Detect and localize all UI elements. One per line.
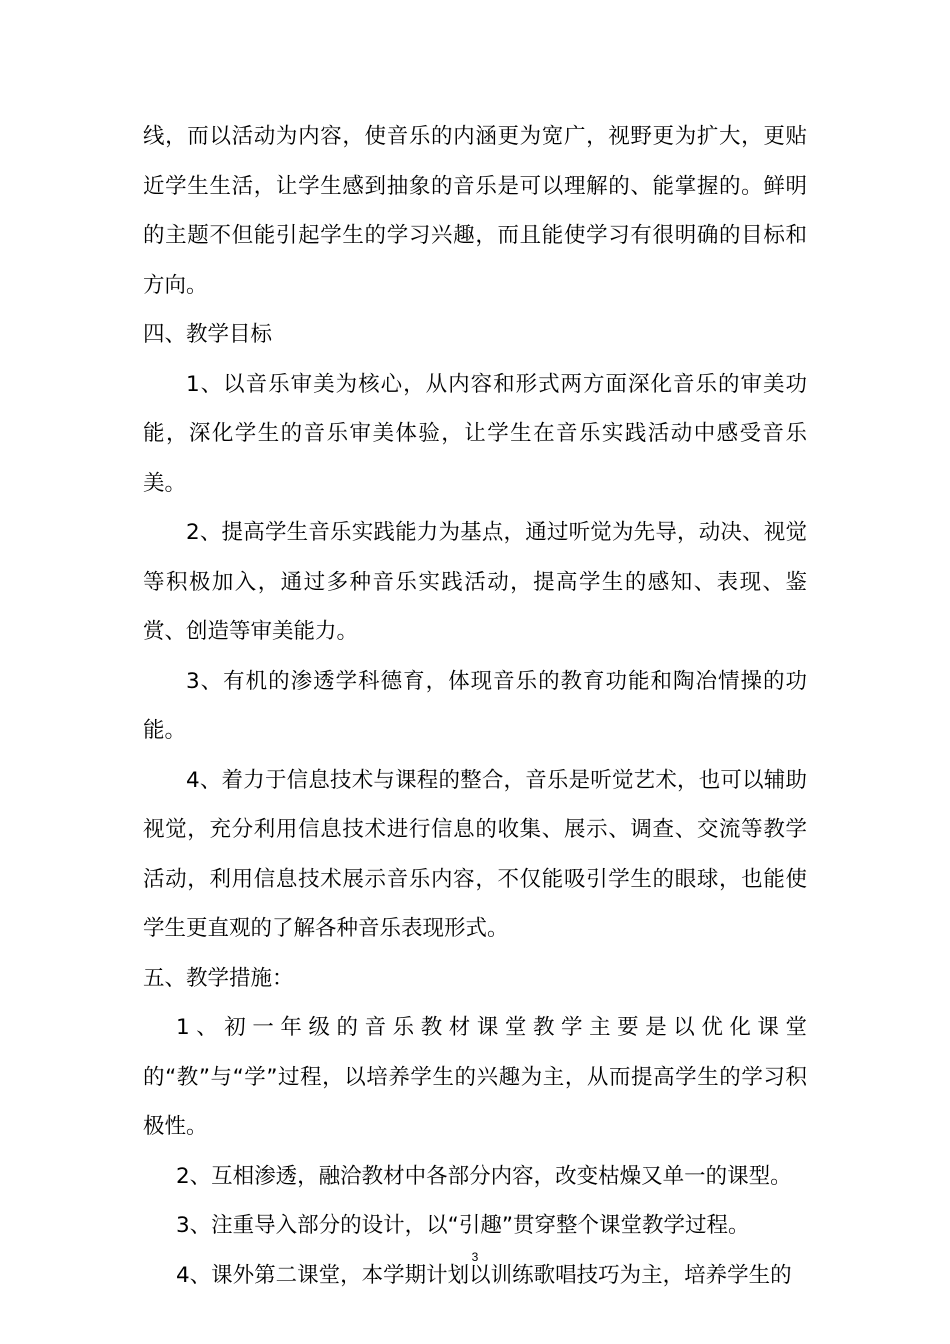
section-heading-teaching-goals: 四、教学目标 — [143, 322, 273, 347]
measure-item-1: 1、初一年级的音乐教材课堂教学主要是以优化课堂的“教”与“学”过程，以培养学生的兴趣为主，从而提高学生的学习积极性。 — [143, 1015, 807, 1139]
goal-item-4: 4、着力于信息技术与课程的整合，音乐是听觉艺术，也可以辅助视觉，充分利用信息技术进行信息的收集、展示、调查、交流等教学活动，利用信息技术展示音乐内容，不仅能吸引学生的眼球，也能使学生更直观的了解各种音乐表现形式。 — [143, 767, 807, 941]
page-number: 3 — [471, 1250, 479, 1264]
measure-item-4: 4、课外第二课堂，本学期计划以训练歌唱技巧为主，培养学生的 — [176, 1262, 792, 1288]
measure-item-3: 3、注重导入部分的设计，以“引趣”贯穿整个课堂教学过程。 — [176, 1213, 750, 1238]
paragraph-continuation: 线，而以活动为内容，使音乐的内涵更为宽广，视野更为扩大，更贴近学生生活，让学生感到抽象的音乐是可以理解的、能掌握的。鲜明的主题不但能引起学生的学习兴趣，而且能使学习有很明确的目标和方向。 — [143, 124, 807, 298]
document-body — [143, 112, 807, 1300]
section-heading-teaching-measures: 五、教学措施： — [143, 965, 294, 991]
measure-item-2: 2、互相渗透，融洽教材中各部分内容，改变枯燥又单一的课型。 — [176, 1163, 792, 1189]
goal-item-3: 3、有机的渗透学科德育，体现音乐的教育功能和陶冶情操的功能。 — [143, 668, 807, 743]
goal-item-1: 1、以音乐审美为核心，从内容和形式两方面深化音乐的审美功能，深化学生的音乐审美体验，让学生在音乐实践活动中感受音乐美。 — [143, 371, 807, 496]
goal-item-2: 2、提高学生音乐实践能力为基点，通过听觉为先导，动决、视觉等积极加入，通过多种音乐实践活动，提高学生的感知、表现、鉴赏、创造等审美能力。 — [143, 520, 807, 644]
